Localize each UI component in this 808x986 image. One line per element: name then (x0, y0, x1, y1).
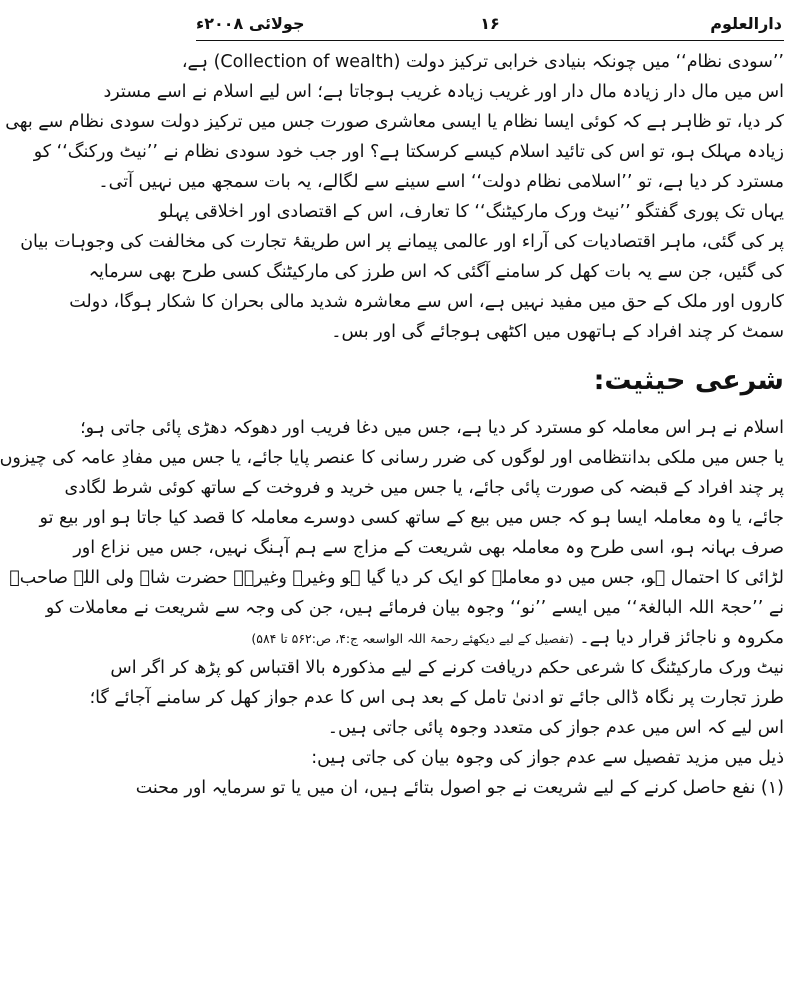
text-line: نے ’’حجۃ اللہ البالغۃ‘‘ میں ایسے ’’نو‘‘ وجوہ بیان فرمائے ہیں، جن کی وجہ سے شریعت نے معاملات کو (45, 598, 784, 618)
text-line: جائے، یا وہ معاملہ ایسا ہو کہ جس میں بیع کے ساتھ کسی دوسرے معاملہ کا قصد کیا جاتا ہو اور بیع تو (39, 508, 784, 528)
article-body (0, 47, 784, 803)
page-number: ۱۶ (480, 14, 500, 33)
text-line: اس لیے کہ اس میں عدم جواز کی متعدد وجوہ پائی جاتی ہیں۔ (327, 718, 784, 738)
text-line: یہاں تک پوری گفتگو ’’نیٹ ورک مارکیٹنگ‘‘ کا تعارف، اس کے اقتصادی اور اخلاقی پہلو (159, 202, 784, 222)
section-heading-wrap (196, 347, 784, 413)
issue-date: جولائی ۲۰۰۸ء (196, 14, 305, 33)
page (0, 10, 784, 976)
text-line: صرف بہانہ ہو، اسی طرح وہ معاملہ بھی شریعت کے مزاج سے ہم آہنگ نہیں، جس میں نزاع اور (73, 538, 784, 558)
text-line: لڑائی کا احتمال ہو، جس میں دو معاملہ کو ایک کر دیا گیا ہو وغیرہ وغیرہ۔ حضرت شاہ ولی اللہ صاحبؒ (9, 568, 784, 588)
text-line: کاروں اور ملک کے حق میں مفید نہیں ہے، اس سے معاشرہ شدید مالی بحران کا شکار ہوگا، دولت (69, 292, 784, 312)
header-rule (196, 40, 784, 41)
text-line: اس میں مال دار زیادہ مال دار اور غریب زیادہ غریب ہوجاتا ہے؛ اس لیے اسلام نے اسے مسترد (103, 82, 784, 102)
text-line: سمٹ کر چند افراد کے ہاتھوں میں اکٹھی ہوجائے گی اور بس۔ (331, 322, 784, 342)
running-header (196, 10, 784, 40)
text-line: مسترد کر دیا ہے، تو ’’اسلامی نظام دولت‘‘ اسے سینے سے لگالے، یہ بات سمجھ میں نہیں آتی۔ (98, 172, 784, 192)
journal-title: دارالعلوم (710, 14, 782, 33)
text-line: ذیل میں مزید تفصیل سے عدم جواز کی وجوہ بیان کی جاتی ہیں: (311, 748, 784, 768)
text-line: کر دیا، تو ظاہر ہے کہ کوئی ایسا نظام یا ایسی معاشری صورت جس میں ترکیز دولت سودی نظام سے بھی (5, 112, 784, 132)
text-line: پر چند افراد کے قبضہ کی صورت پائی جائے، یا جس میں خرید و فروخت کے ساتھ کوئی شرط لگادی (64, 478, 784, 498)
text-fragment: مکروہ و ناجائز قرار دیا ہے۔ (579, 628, 784, 648)
text-line: نیٹ ورک مارکیٹنگ کا شرعی حکم دریافت کرنے کے لیے مذکورہ بالا اقتباس کو پڑھ کر اگر اس (110, 658, 784, 678)
text-line: یا جس میں ملکی بدانتظامی اور لوگوں کی ضرر رسانی کا عنصر پایا جائے، یا جس میں مفادِ عامہ کی چیزوں (0, 448, 784, 468)
text-line-with-reference (196, 623, 784, 653)
text-line: زیادہ مہلک ہو، تو اس کی تائید اسلام کیسے کرسکتا ہے؟ اور جب خود سودی نظام نے ’’نیٹ ورکنگ‘‘ کو (33, 142, 784, 162)
reference-note: (تفصیل کے لیے دیکھئے رحمۃ اللہ الواسعہ ج:۴، ص:۵۶۲ تا ۵۸۴) (251, 631, 574, 646)
text-line: (۱) نفع حاصل کرنے کے لیے شریعت نے جو اصول بتائے ہیں، ان میں یا تو سرمایہ اور محنت (135, 778, 784, 798)
text-line: طرز تجارت پر نگاہ ڈالی جائے تو ادنیٰ تامل کے بعد ہی اس کا عدم جواز کھل کر سامنے آجائے گا؛ (89, 688, 784, 708)
text-line: کی گئیں، جن سے یہ بات کھل کر سامنے آگئی کہ اس طرز کی مارکیٹنگ کسی طرح بھی سرمایہ (88, 262, 784, 282)
text-line: ’’سودی نظام‘‘ میں چونکہ بنیادی خرابی ترکیز دولت (Collection of wealth) ہے، (181, 52, 784, 72)
section-heading: شرعی حیثیت: (593, 364, 784, 396)
text-line: اسلام نے ہر اس معاملہ کو مسترد کر دیا ہے، جس میں دغا فریب اور دھوکہ دھڑی پائی جاتی ہو؛ (80, 418, 784, 438)
text-line: پر کی گئی، ماہر اقتصادیات کی آراء اور عالمی پیمانے پر اس طریقۂ تجارت کی مخالفت کی وجوہات بیان (20, 232, 784, 252)
